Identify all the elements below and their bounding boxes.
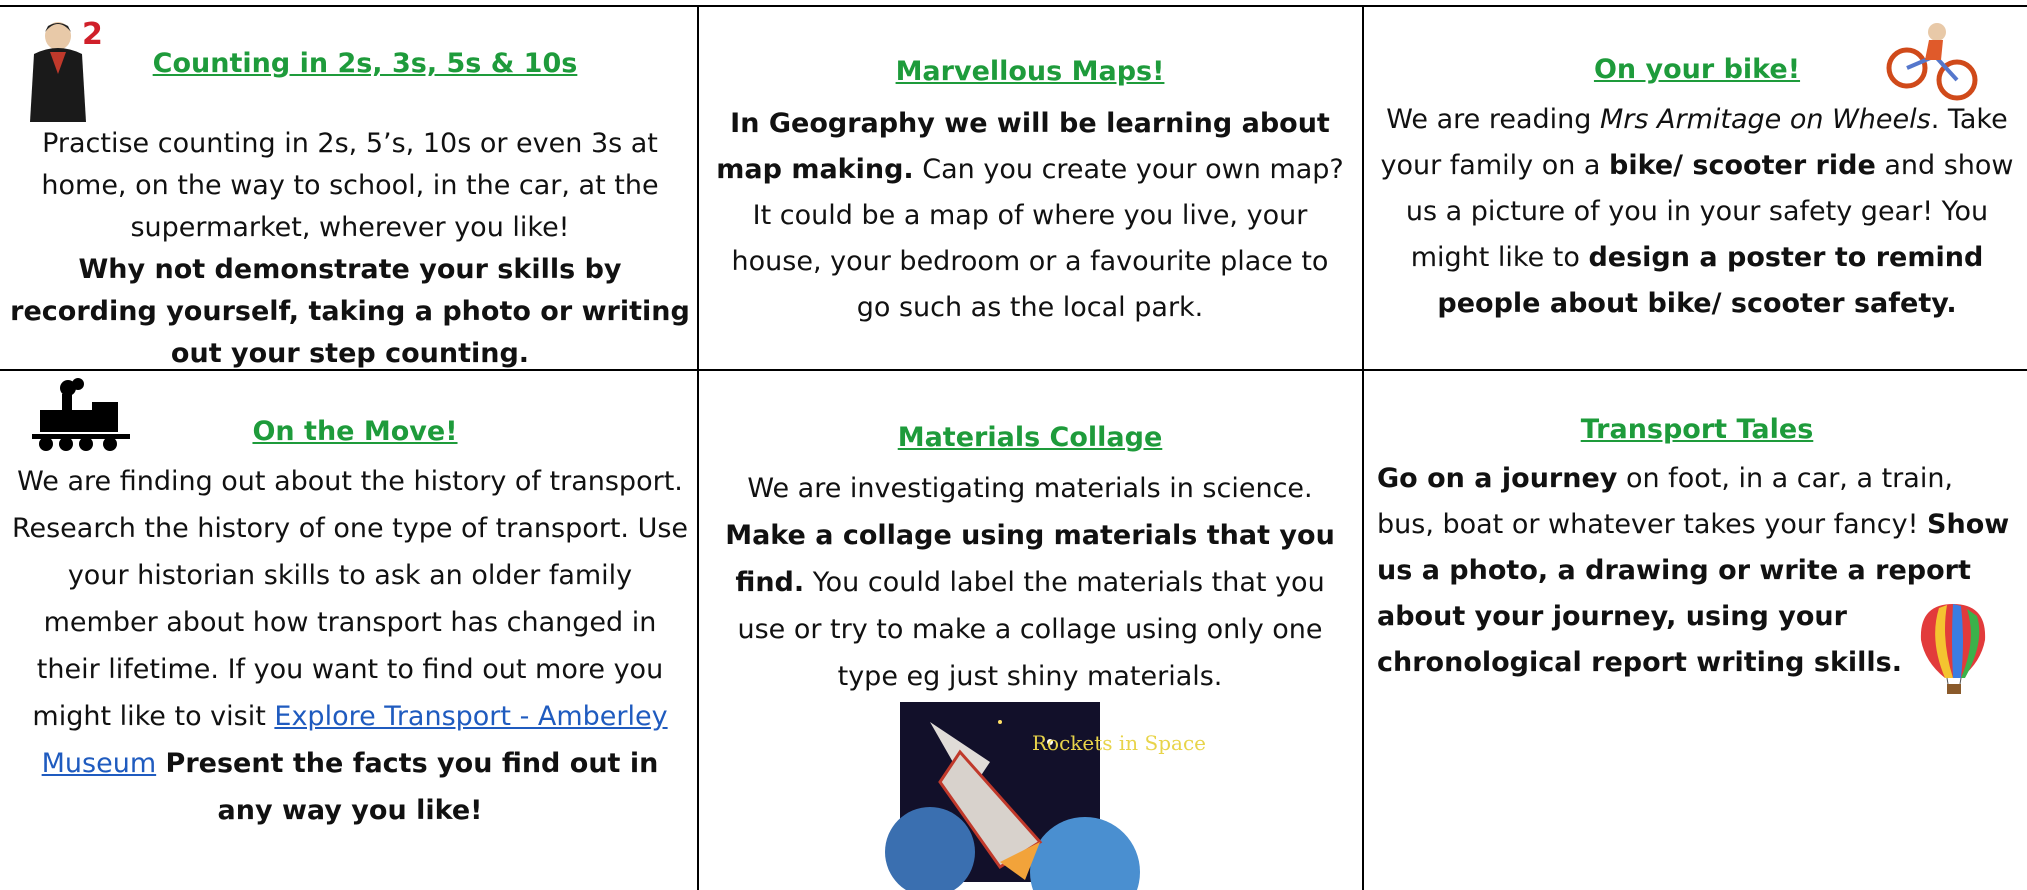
cell-collage — [710, 372, 1350, 887]
cell-tales — [1372, 372, 2022, 887]
svg-text:2: 2 — [82, 17, 103, 52]
cell-text: We are finding out about the history of transport. Research the history of one type of transport. Use your historian skills to ask an older family member about how transport has changed in their lifetime. If you want to find out more you might like to visit Explore Transport - Amberley Museum Present the facts you find out in any way you like! — [11, 466, 689, 826]
cell-maps — [710, 8, 1350, 368]
cell-bold-text: design a poster to remind people about bike/ scooter safety. — [1437, 242, 1984, 319]
cell-counting — [10, 8, 690, 368]
count-dracula-icon — [28, 14, 103, 124]
cell-text: We are investigating materials in science. Make a collage using materials that you find. You could label the materials that you use or try to make a collage using only one type eg just shiny materials. — [725, 473, 1335, 692]
cell-bold-text: In Geography we will be learning about map making. — [716, 108, 1330, 185]
cell-title: Materials Collage — [897, 422, 1163, 453]
divider — [0, 5, 2027, 7]
hot-air-balloon-icon — [1915, 600, 1991, 700]
cell-bold-text: Show us a photo, a drawing or write a report about your journey, using your chronological report writing skills. — [1377, 509, 2010, 678]
steam-train-icon — [32, 376, 132, 456]
rockets-in-space-image — [900, 702, 1207, 882]
divider — [697, 5, 699, 890]
divider — [1362, 5, 1364, 890]
cell-text: Go on a journey on foot, in a car, a train, bus, boat or whatever takes your fancy! Show us a photo, a drawing or write a report about your journey, using your chronological report writing skills. — [1377, 463, 2010, 678]
cell-title: On the Move! — [252, 416, 458, 447]
cell-bold-text: Present the facts you find out in any way you like! — [156, 748, 659, 826]
image-caption: Rockets in Space — [1032, 731, 1207, 755]
cell-bike — [1372, 8, 2022, 368]
cell-text: We are reading Mrs Armitage on Wheels. Take your family on a bike/ scooter ride and show us a picture of you in your safety gear! You might like to design a poster to remind people about bike/ scooter safety. — [1380, 104, 2014, 319]
book-title: Mrs Armitage on Wheels — [1599, 104, 1931, 135]
cell-bold-text: Why not demonstrate your skills by recording yourself, taking a photo or writing out your step counting. — [10, 254, 690, 369]
cell-move — [10, 372, 690, 887]
cell-bold-text: Make a collage using materials that you find. — [725, 520, 1335, 598]
cell-text: Practise counting in 2s, 5’s, 10s or even 3s at home, on the way to school, in the car, at the supermarket, wherever you like! Why not demonstrate your skills by recording yourself, taking a photo or writing out your step counting. — [10, 128, 690, 369]
cell-text: In Geography we will be learning about map making. Can you create your own map? It could be a map of where you live, your house, your bedroom or a favourite place to go such as the local park. — [716, 108, 1344, 323]
amberley-museum-link[interactable]: Explore Transport - Amberley Museum — [41, 701, 668, 779]
cell-title: Transport Tales — [1580, 414, 1814, 445]
cell-title: Marvellous Maps! — [895, 56, 1165, 87]
cell-title: On your bike! — [1593, 54, 1801, 85]
cell-title: Counting in 2s, 3s, 5s & 10s — [152, 48, 578, 79]
